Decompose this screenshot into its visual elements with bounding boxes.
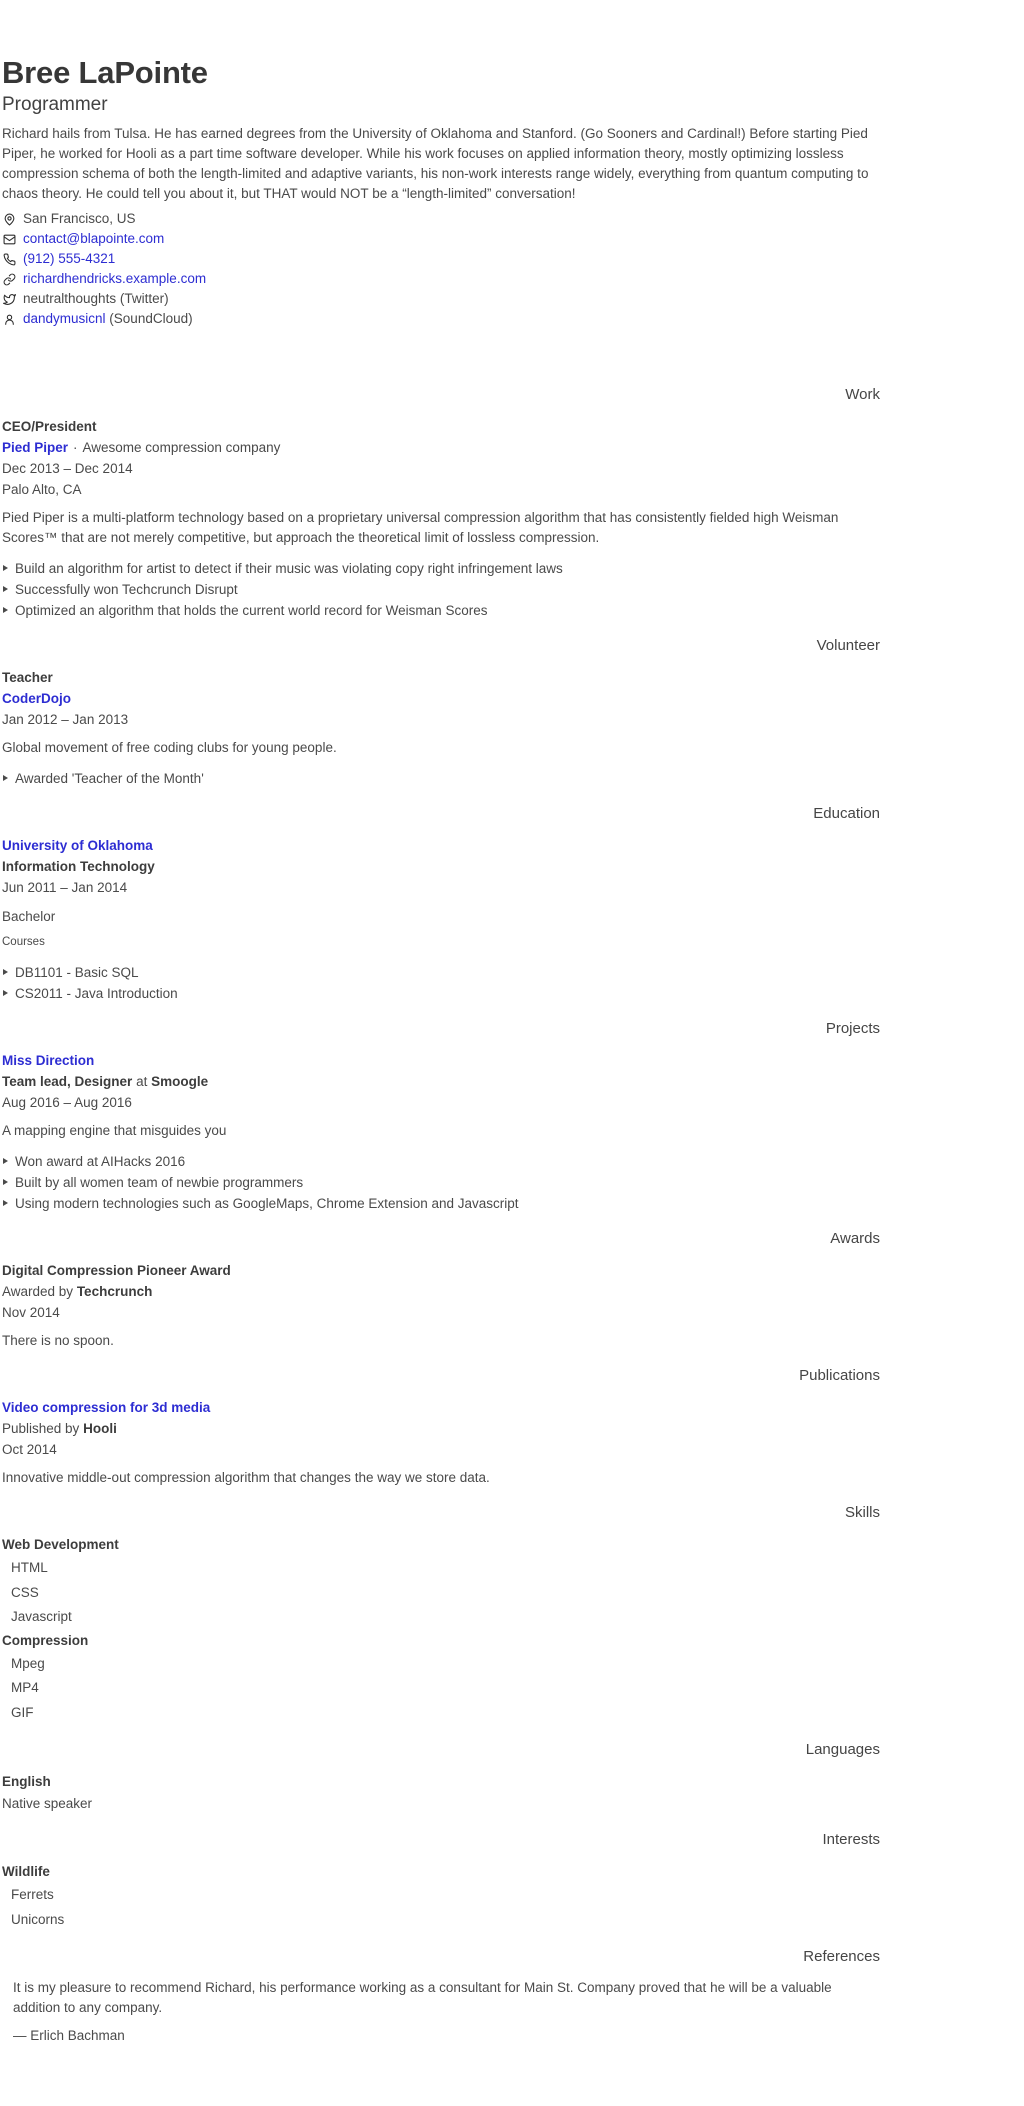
project-highlights [2,1151,880,1214]
keyword-item: CSS [11,1584,39,1600]
courses-label: Courses [2,936,45,948]
highlight-item: Awarded 'Teacher of the Month' [2,768,880,789]
person-name: Bree LaPointe [2,55,208,90]
contact-phone-row [2,249,880,269]
interest-name: Wildlife [2,1864,50,1879]
keyword-item: Unicorns [11,1911,65,1927]
skill-keywords [2,1652,880,1726]
resume-header [2,56,880,329]
project-roles: Team lead, Designer [2,1074,133,1089]
section-heading-volunteer: Volunteer [816,637,880,654]
phone-icon [2,252,16,266]
highlight-item: Optimized an algorithm that holds the current world record for Weisman Scores [2,600,880,621]
interests-section [2,1861,880,1932]
separator-dot: · [73,440,78,455]
education-area: Information Technology [2,859,155,874]
projects-section [2,1050,880,1214]
skills-section [2,1534,880,1725]
volunteer-summary: Global movement of free coding clubs for young people. [2,740,337,755]
email-link[interactable]: contact@blapointe.com [23,231,165,246]
location-text: San Francisco, US [23,211,136,226]
contact-soundcloud-row [2,309,880,329]
language-name: English [2,1774,51,1789]
person-title: Programmer [2,94,108,115]
course-item: DB1101 - Basic SQL [2,962,880,983]
publication-publisher-row [2,1418,880,1439]
published-by-label: Published by [2,1421,80,1436]
volunteer-position: Teacher [2,670,53,685]
keyword-item: HTML [11,1560,48,1575]
volunteer-organization-link[interactable]: CoderDojo [2,691,71,706]
education-courses [2,962,880,1004]
section-heading-references: References [803,1948,880,1965]
twitter-network-label: (Twitter) [116,291,169,306]
section-heading-work: Work [845,386,880,403]
twitter-bird-icon [2,292,16,306]
soundcloud-network-label: (SoundCloud) [105,311,193,326]
keyword-item: Ferrets [11,1887,54,1902]
course-item: CS2011 - Java Introduction [2,983,880,1004]
project-entity: Smoogle [151,1074,209,1089]
contact-list [2,209,880,329]
work-tagline: Awesome compression company [82,440,281,455]
publications-section [2,1397,880,1488]
project-name-link[interactable]: Miss Direction [2,1053,95,1068]
work-location: Palo Alto, CA [2,482,82,497]
keyword-item: Mpeg [11,1655,45,1671]
award-awarder: Techcrunch [76,1284,153,1299]
project-at-label: at [136,1074,148,1089]
twitter-username: neutralthoughts [23,291,117,306]
education-section [2,835,880,1004]
section-heading-languages: Languages [805,1741,880,1758]
volunteer-section [2,667,880,789]
publication-summary: Innovative middle-out compression algorithm that changes the way we store data. [2,1470,490,1485]
contact-email-row [2,229,880,249]
highlight-item: Won award at AIHacks 2016 [2,1151,880,1172]
work-dates: Dec 2013 – Dec 2014 [2,461,133,476]
award-title: Digital Compression Pioneer Award [2,1263,231,1278]
contact-twitter-row [2,289,880,309]
publication-name-row [2,1397,880,1418]
work-section [2,416,880,621]
volunteer-dates: Jan 2012 – Jan 2013 [2,712,129,727]
awards-section [2,1260,880,1351]
education-study-type: Bachelor [2,909,56,924]
project-dates: Aug 2016 – Aug 2016 [2,1095,132,1110]
section-heading-publications: Publications [799,1367,880,1384]
link-chain-icon [2,272,16,286]
award-date: Nov 2014 [2,1305,60,1320]
reference-name: — Erlich Bachman [13,2028,125,2043]
education-institution-link[interactable]: University of Oklahoma [2,838,153,853]
publication-publisher: Hooli [83,1421,117,1436]
work-highlights [2,558,880,621]
project-roles-row [2,1071,880,1092]
publication-name-link[interactable]: Video compression for 3d media [2,1400,211,1415]
keyword-item: Javascript [11,1609,72,1624]
envelope-icon [2,232,16,246]
highlight-item: Build an algorithm for artist to detect if their music was violating copy right infringement laws [2,558,880,579]
education-dates: Jun 2011 – Jan 2014 [2,880,128,895]
project-description: A mapping engine that misguides you [2,1123,227,1138]
work-company-row [2,437,880,458]
location-pin-icon [2,212,16,226]
contact-location-row [2,209,880,229]
project-name-row [2,1050,880,1071]
work-summary: Pied Piper is a multi-platform technology based on a proprietary universal compression algorithm that has consistently fielded high Weisman Scores™ that are not merely competitive, but approach the theoretical limit of lossless compression. [2,510,839,545]
interest-keywords [2,1883,880,1932]
references-section [2,1978,880,2046]
keyword-item: MP4 [11,1680,39,1695]
skill-group-name: Web Development [2,1537,119,1552]
skill-group-name: Compression [2,1632,89,1648]
contact-website-row [2,269,880,289]
skill-keywords [2,1556,880,1630]
highlight-item: Using modern technologies such as GoogleMaps, Chrome Extension and Javascript [2,1193,880,1214]
soundcloud-link[interactable]: dandymusicnl [23,311,106,326]
language-fluency: Native speaker [2,1796,93,1811]
phone-link[interactable]: (912) 555-4321 [23,251,116,266]
section-heading-awards: Awards [830,1230,880,1247]
highlight-item: Built by all women team of newbie programmers [2,1172,880,1193]
section-heading-skills: Skills [844,1504,880,1521]
user-icon [2,312,16,326]
section-heading-education: Education [813,805,880,822]
work-company-link[interactable]: Pied Piper [2,440,69,455]
section-heading-interests: Interests [822,1831,880,1848]
languages-section [2,1771,880,1815]
highlight-item: Successfully won Techcrunch Disrupt [2,579,880,600]
keyword-item: GIF [11,1704,34,1720]
education-institution-row [2,835,880,856]
awarded-by-label: Awarded by [2,1284,74,1299]
section-heading-projects: Projects [825,1020,880,1037]
work-position: CEO/President [2,419,97,434]
summary-text: Richard hails from Tulsa. He has earned degrees from the University of Oklahoma and Stanford. (Go Sooners and Cardinal!) Before starting Pied Piper, he worked for Hooli as a part time software developer. While his work focuses on applied information theory, mostly optimizing lossless compression schema of both the length-limited and adaptive variants, his non-work interests range widely, everything from quantum computing to chaos theory. He could tell you about it, but THAT would NOT be a “length-limited” conversation! [2,126,869,201]
publication-date: Oct 2014 [2,1442,57,1457]
award-awarder-row [2,1281,880,1302]
volunteer-organization-row [2,688,880,709]
website-link[interactable]: richardhendricks.example.com [23,271,207,286]
award-summary: There is no spoon. [2,1333,114,1348]
reference-text: It is my pleasure to recommend Richard, his performance working as a consultant for Main St. Company proved that he will be a valuable addition to any company. [13,1980,832,2015]
volunteer-highlights [2,768,880,789]
